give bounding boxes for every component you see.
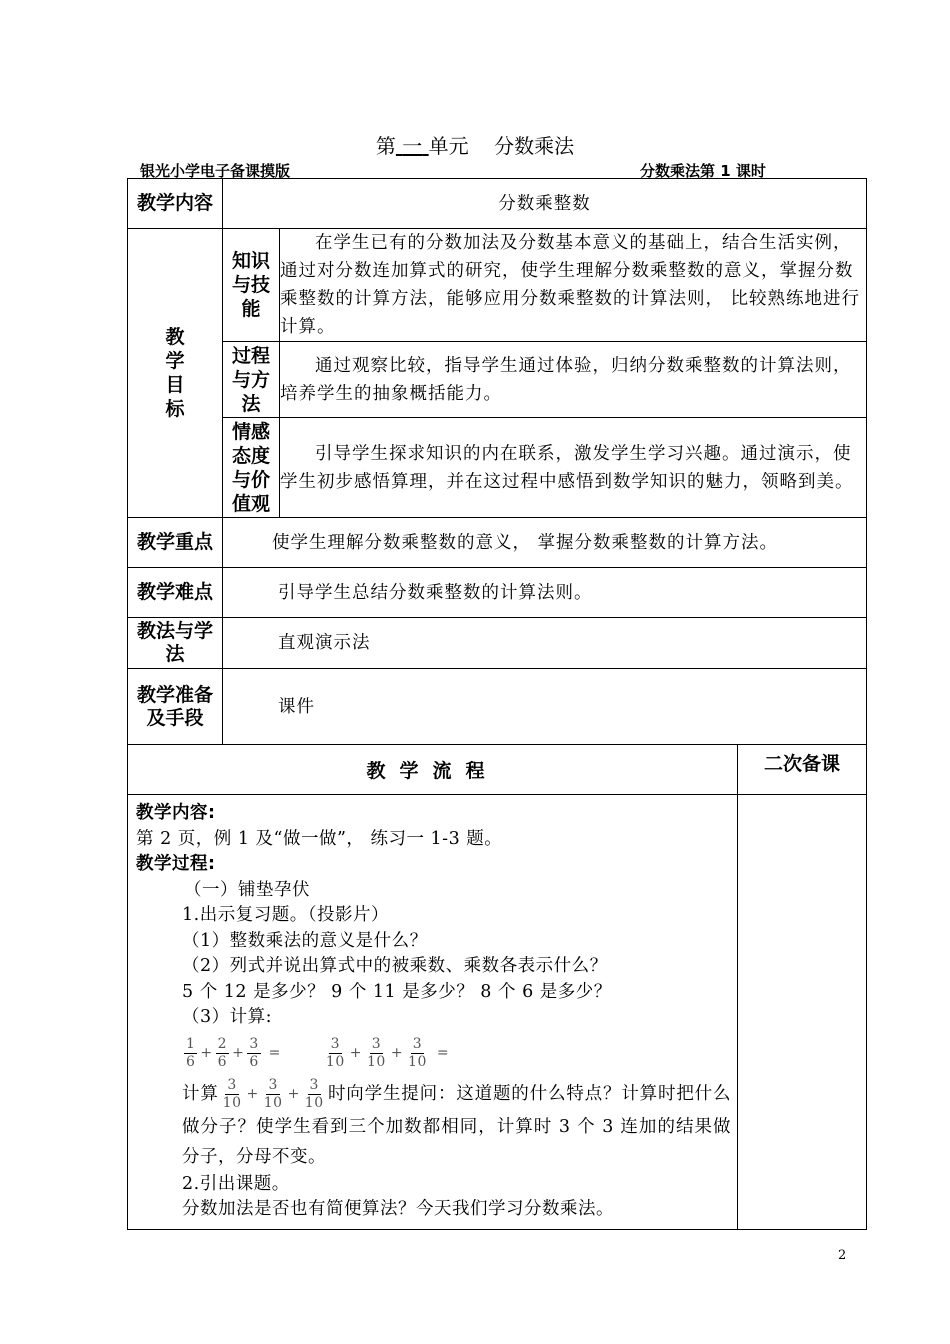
- objective-attitude-text: 引导学生探求知识的内在联系，激发学生学习兴趣。通过演示，使学生初步感悟算理，并在这过程中感悟到数学知识的魅力，领略到美。: [280, 418, 867, 518]
- process-content-label: 教学内容:: [136, 803, 216, 823]
- equals-sign: =: [431, 1044, 450, 1061]
- denominator: 6: [217, 1054, 228, 1070]
- key-points-row: [128, 518, 867, 568]
- difficulty-row: [128, 568, 867, 618]
- numerator: 3: [412, 1036, 423, 1052]
- unit-topic: 分数乘法: [494, 134, 575, 158]
- denominator: 10: [366, 1054, 386, 1070]
- question-2: （2）列式并说出算式中的被乘数、乘数各表示什么？: [182, 956, 608, 976]
- method-row: [128, 618, 867, 669]
- unit-title: [0, 130, 950, 159]
- numerator: 3: [268, 1076, 278, 1093]
- denominator: 6: [249, 1054, 259, 1070]
- item-1: 1.出示复习题。（投影片）: [182, 905, 389, 925]
- plus-sign: +: [200, 1044, 213, 1061]
- fraction: [216, 1036, 229, 1071]
- numerator: 3: [249, 1036, 259, 1052]
- process-label: 教学过程:: [136, 854, 216, 874]
- objective-row-process: [128, 342, 867, 418]
- objectives-label: 教学目标: [128, 229, 223, 518]
- fraction-expression-2: [322, 1036, 450, 1071]
- denominator: 10: [263, 1094, 283, 1111]
- flow-header: 教学流程: [128, 745, 738, 795]
- denominator: 10: [304, 1094, 324, 1111]
- content-row: [128, 179, 867, 229]
- plus-sign: +: [232, 1044, 245, 1061]
- process-content-text: 第 2 页，例 1 及“做一做”， 练习一 1-3 题。: [136, 828, 503, 849]
- preparation-text: 课件: [223, 669, 867, 745]
- second-prep-header: 二次备课: [738, 745, 867, 795]
- denominator: 10: [222, 1094, 242, 1111]
- fraction: [406, 1036, 429, 1071]
- fraction: [303, 1077, 326, 1112]
- method-text: 直观演示法: [223, 618, 867, 669]
- lesson-plan-table: [127, 178, 867, 1230]
- unit-number: 一: [402, 134, 423, 158]
- numerator: 3: [371, 1036, 382, 1052]
- question-1: （1）整数乘法的意义是什么？: [182, 930, 428, 951]
- second-prep-cell: [738, 795, 867, 1230]
- objective-attitude-label: 情感态度与价值观: [223, 418, 280, 518]
- unit-prefix: 第: [375, 134, 396, 158]
- section-1-title: （一）铺垫孕伏: [184, 879, 310, 900]
- numerator: 3: [227, 1076, 237, 1093]
- denominator: 6: [186, 1054, 196, 1070]
- calc-paragraph: [136, 1077, 731, 1172]
- objective-process-text: 通过观察比较，指导学生通过体验，归纳分数乘整数的计算法则，培养学生的抽象概括能力。: [280, 342, 867, 418]
- equals-sign: =: [263, 1044, 281, 1061]
- content-label: 教学内容: [128, 179, 223, 229]
- plus-sign: +: [349, 1044, 362, 1061]
- key-points-label: 教学重点: [128, 518, 223, 568]
- preparation-label: 教学准备及手段: [128, 669, 223, 745]
- item-2: 2.引出课题。: [182, 1173, 290, 1194]
- fraction-expression-3: [219, 1076, 328, 1111]
- preparation-row: [128, 669, 867, 745]
- plus-sign: +: [390, 1044, 404, 1061]
- fraction: [365, 1036, 388, 1071]
- flow-header-row: [128, 745, 867, 795]
- objective-knowledge-label: 知识与技能: [223, 229, 280, 342]
- plus-sign: +: [246, 1086, 259, 1102]
- unit-suffix: 单元: [428, 134, 469, 158]
- fraction: [184, 1036, 197, 1071]
- key-points-text: 使学生理解分数乘整数的意义， 掌握分数乘整数的计算方法。: [223, 518, 867, 568]
- process-row: [128, 795, 867, 1230]
- fraction: [247, 1036, 260, 1071]
- question-3: （3）计算:: [182, 1007, 273, 1027]
- fraction-expression-1: [182, 1036, 282, 1071]
- plus-sign: +: [287, 1086, 300, 1102]
- objective-process-label: 过程与方法: [223, 342, 280, 418]
- question-2-text: 5 个 12 是多少？ 9 个 11 是多少？ 8 个 6 是多少？: [182, 981, 612, 1002]
- fraction: [262, 1077, 285, 1112]
- difficulty-text: 引导学生总结分数乘整数的计算法则。: [223, 568, 867, 618]
- school-template-label: 银光小学电子备课摸版: [140, 162, 291, 180]
- teaching-process: [128, 795, 738, 1230]
- objective-row-knowledge: [128, 229, 867, 342]
- numerator: 1: [186, 1036, 196, 1052]
- calc-prefix: 计算: [182, 1083, 219, 1104]
- fraction-expressions: [136, 1031, 731, 1077]
- fraction: [221, 1077, 244, 1112]
- difficulty-label: 教学难点: [128, 568, 223, 618]
- numerator: 3: [309, 1076, 319, 1093]
- denominator: 10: [408, 1054, 427, 1070]
- page-number: 2: [838, 1248, 847, 1263]
- lesson-label: 分数乘法第 1 课时: [640, 162, 766, 180]
- item-2-text: 分数加法是否也有简便算法？今天我们学习分数乘法。: [182, 1199, 614, 1219]
- calc-text: 时向学生提问：这道题的什么特点？计算时把什么做分子？使学生看到三个加数都相同，计算时 3 个 3 连加的结果做分子，分母不变。: [182, 1083, 731, 1167]
- objective-row-attitude: [128, 418, 867, 518]
- numerator: 3: [330, 1036, 341, 1052]
- objective-knowledge-text: 在学生已有的分数加法及分数基本意义的基础上，结合生活实例，通过对分数连加算式的研究，使学生理解分数乘整数的意义，掌握分数乘整数的计算方法，能够应用分数乘整数的计算法则， 比较熟练地进行计算。: [280, 229, 867, 342]
- fraction: [324, 1036, 347, 1071]
- numerator: 2: [217, 1036, 228, 1052]
- content-value: 分数乘整数: [223, 179, 867, 229]
- method-label: 教法与学法: [128, 618, 223, 669]
- denominator: 10: [325, 1054, 345, 1070]
